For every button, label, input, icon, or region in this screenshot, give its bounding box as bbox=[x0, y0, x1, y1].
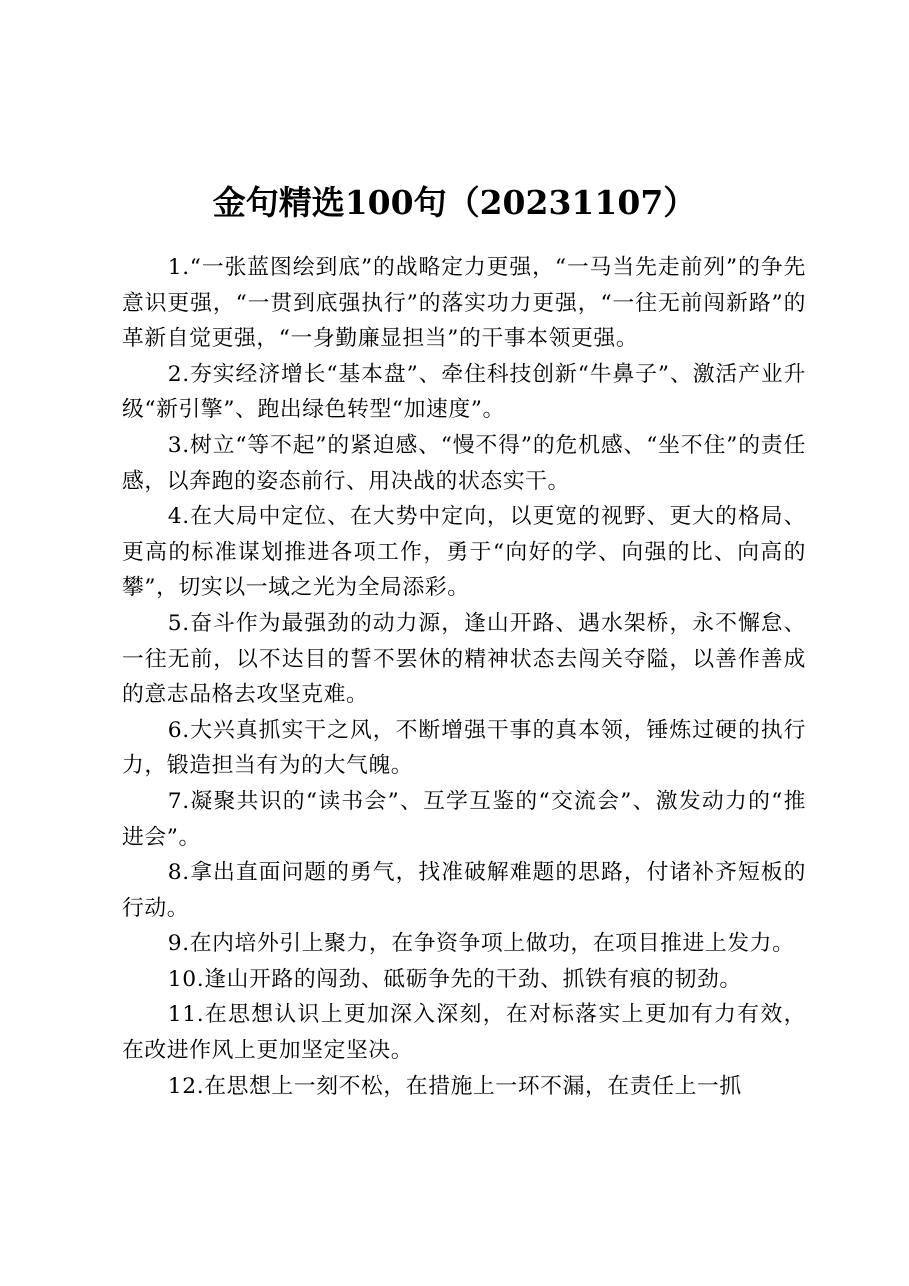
paragraph-5: 5.奋斗作为最强劲的动力源，逢山开路、遇水架桥，永不懈怠、一往无前，以不达目的誓不罢休的精神状态去闯关夺隘，以善作善成的意志品格去攻坚克难。 bbox=[122, 610, 806, 708]
document-body bbox=[122, 250, 806, 1104]
paragraph-3: 3.树立“等不起”的紧迫感、“慢不得”的危机感、“坐不住”的责任感，以奔跑的姿态前行、用决战的状态实干。 bbox=[122, 432, 806, 494]
paragraph-8: 8.拿出直面问题的勇气，找准破解难题的思路，付诸补齐短板的行动。 bbox=[122, 860, 806, 921]
paragraph-12: 12.在思想上一刻不松，在措施上一环不漏，在责任上一抓 bbox=[167, 1073, 742, 1099]
paragraph-11: 11.在思想认识上更加深入深刻，在对标落实上更加有力有效，在改进作风上更加坚定坚决。 bbox=[122, 1002, 806, 1064]
paragraph-9: 9.在内培外引上聚力，在争资争项上做功，在项目推进上发力。 bbox=[167, 931, 795, 957]
paragraph-7: 7.凝聚共识的“读书会”、互学互鉴的“交流会”、激发动力的“推进会”。 bbox=[122, 788, 806, 850]
paragraph-1: 1.“一张蓝图绘到底”的战略定力更强，“一马当先走前列”的争先意识更强，“一贯到底强执行”的落实功力更强，“一往无前闯新路”的革新自觉更强，“一身勤廉显担当”的干事本领更强。 bbox=[122, 255, 806, 352]
paragraph-4: 4.在大局中定位、在大势中定向，以更宽的视野、更大的格局、更高的标准谋划推进各项工作，勇于“向好的学、向强的比、向高的攀”，切实以一域之光为全局添彩。 bbox=[122, 504, 806, 601]
paragraph-6: 6.大兴真抓实干之风，不断增强干事的真本领，锤炼过硬的执行力，锻造担当有为的大气魄。 bbox=[122, 717, 806, 779]
paragraph-10: 10.逢山开路的闯劲、砥砺争先的干劲、抓铁有痕的韧劲。 bbox=[167, 966, 742, 992]
paragraph-2: 2.夯实经济增长“基本盘”、牵住科技创新“牛鼻子”、激活产业升级“新引擎”、跑出绿色转型“加速度”。 bbox=[122, 361, 806, 423]
document-title: 金句精选100句（20231107） bbox=[212, 183, 697, 223]
